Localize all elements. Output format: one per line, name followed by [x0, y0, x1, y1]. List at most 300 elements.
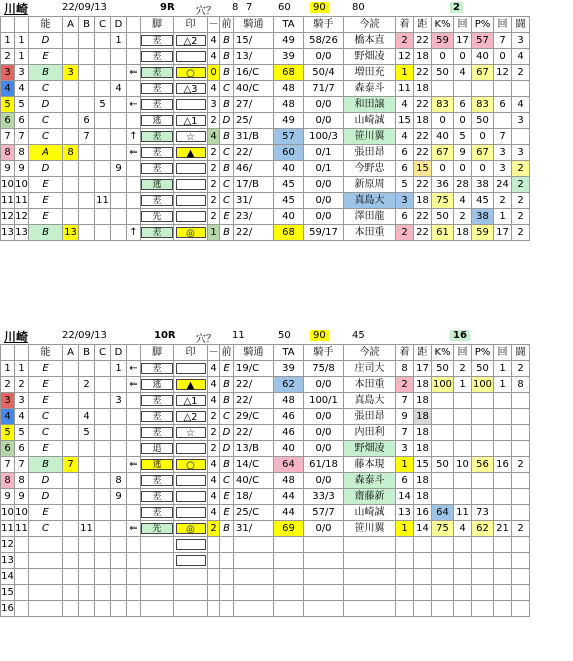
ta-score: [274, 569, 304, 585]
p-count: [494, 553, 512, 569]
p-count: 2: [494, 193, 512, 209]
k-percent: 40: [432, 129, 454, 145]
p-count: [494, 425, 512, 441]
jockey-record: [304, 601, 344, 617]
prediction-mark: [174, 113, 208, 129]
front-grade: E: [220, 489, 234, 505]
index-b: 11: [79, 521, 95, 537]
index-d: [111, 537, 127, 553]
jockey-record: 0/0: [304, 441, 344, 457]
jockey-pass: 40/C: [234, 473, 274, 489]
distance: 22: [414, 33, 432, 49]
distance: 18: [414, 393, 432, 409]
mark-box: [176, 507, 206, 518]
column-header: 能: [29, 17, 63, 33]
prediction-mark: [174, 225, 208, 241]
index-b: [79, 585, 95, 601]
fight-value: [512, 569, 530, 585]
trend-arrow: ↑: [127, 225, 141, 241]
header-row: [1, 345, 530, 361]
k-count: [454, 553, 472, 569]
mark-box: ▲: [176, 379, 206, 390]
p-count: 3: [494, 145, 512, 161]
gate-number: 9: [1, 489, 15, 505]
jockey-pass: 25/C: [234, 505, 274, 521]
p-percent: [472, 537, 494, 553]
table-row: [1, 569, 530, 585]
jockey-pass: 22/: [234, 393, 274, 409]
finish-position: 6: [396, 209, 414, 225]
index-c: [95, 601, 111, 617]
finish-position: 6: [396, 473, 414, 489]
horse-number: 9: [15, 161, 29, 177]
jockey-name: 内田利: [344, 425, 396, 441]
distance: 22: [414, 145, 432, 161]
k-percent: 83: [432, 97, 454, 113]
ta-score: 45: [274, 193, 304, 209]
running-style: [141, 585, 174, 601]
column-header: 距: [414, 17, 432, 33]
distance: 22: [414, 209, 432, 225]
index-c: 5: [95, 97, 111, 113]
index-a: [63, 409, 79, 425]
header-value-3: 50: [278, 330, 291, 341]
gate-number: 11: [1, 193, 15, 209]
column-header: 闘: [512, 345, 530, 361]
table-row: [1, 537, 530, 553]
finish-position: 4: [396, 97, 414, 113]
column-header: 印: [174, 345, 208, 361]
index-d: [111, 441, 127, 457]
ta-score: 40: [274, 441, 304, 457]
index-a: [63, 113, 79, 129]
jockey-name: [344, 585, 396, 601]
gate-number: 10: [1, 505, 15, 521]
finish-position: [396, 585, 414, 601]
index-b: [79, 361, 95, 377]
jockey-record: 57/7: [304, 505, 344, 521]
k-percent: 61: [432, 225, 454, 241]
header-arrow: [127, 345, 141, 361]
running-style-box: 先: [141, 211, 173, 222]
index-a: [63, 393, 79, 409]
index-b: 5: [79, 425, 95, 441]
index-b: 2: [79, 377, 95, 393]
running-style-box: 差: [141, 411, 173, 422]
distance: 18: [414, 409, 432, 425]
minus-value: 4: [208, 393, 220, 409]
p-percent: [472, 601, 494, 617]
gate-number: 12: [1, 537, 15, 553]
ability-grade: E: [29, 393, 63, 409]
table-row: [1, 209, 530, 225]
ta-score: 48: [274, 81, 304, 97]
minus-value: 2: [208, 113, 220, 129]
trend-arrow: [127, 601, 141, 617]
jockey-name: 本田重: [344, 225, 396, 241]
index-c: [95, 49, 111, 65]
horse-number: 1: [15, 361, 29, 377]
mark-box: ◎: [176, 227, 206, 238]
header-value-2: 7: [246, 2, 253, 13]
jockey-pass: 22/: [234, 425, 274, 441]
minus-value: 2: [208, 521, 220, 537]
trend-arrow: [127, 49, 141, 65]
index-b: [79, 145, 95, 161]
finish-position: 1: [396, 521, 414, 537]
running-style: [141, 601, 174, 617]
fight-value: [512, 81, 530, 97]
running-style: [141, 145, 174, 161]
p-percent: [472, 473, 494, 489]
race-table-10r: [0, 344, 530, 617]
table-row: [1, 361, 530, 377]
trend-arrow: [127, 161, 141, 177]
jockey-name: 真島大: [344, 193, 396, 209]
minus-value: 3: [208, 97, 220, 113]
front-grade: [220, 553, 234, 569]
index-c: [95, 553, 111, 569]
finish-position: 3: [396, 441, 414, 457]
minus-value: [208, 553, 220, 569]
index-d: 9: [111, 489, 127, 505]
p-percent: [472, 425, 494, 441]
index-a: [63, 537, 79, 553]
column-header: 騎手: [304, 345, 344, 361]
ability-grade: [29, 569, 63, 585]
index-b: [79, 97, 95, 113]
gate-number: 1: [1, 361, 15, 377]
finish-position: 2: [396, 33, 414, 49]
table-row: [1, 193, 530, 209]
fight-value: [512, 425, 530, 441]
index-d: [111, 521, 127, 537]
index-b: [79, 49, 95, 65]
k-count: 6: [454, 97, 472, 113]
trend-arrow: [127, 441, 141, 457]
distance: 18: [414, 193, 432, 209]
index-c: [95, 425, 111, 441]
prediction-mark: [174, 81, 208, 97]
jockey-name: 庄司大: [344, 361, 396, 377]
index-c: [95, 489, 111, 505]
index-d: [111, 65, 127, 81]
index-a: [63, 521, 79, 537]
gate-number: 3: [1, 393, 15, 409]
distance: 22: [414, 225, 432, 241]
column-header: 距: [414, 345, 432, 361]
k-percent: 50: [432, 209, 454, 225]
p-count: 21: [494, 521, 512, 537]
ability-grade: B: [29, 225, 63, 241]
jockey-name: 今野忠: [344, 161, 396, 177]
minus-value: 4: [208, 473, 220, 489]
finish-position: 8: [396, 361, 414, 377]
p-count: [494, 569, 512, 585]
running-style: [141, 441, 174, 457]
race-number: 9R: [160, 2, 175, 13]
ability-grade: C: [29, 425, 63, 441]
running-style-box: 差: [141, 491, 173, 502]
ta-score: 49: [274, 33, 304, 49]
p-percent: 67: [472, 145, 494, 161]
k-percent: 36: [432, 177, 454, 193]
column-header: 印: [174, 17, 208, 33]
gate-number: 16: [1, 601, 15, 617]
horse-number: [15, 569, 29, 585]
running-style-box: 差: [141, 51, 173, 62]
horse-number: 11: [15, 193, 29, 209]
ta-score: 49: [274, 113, 304, 129]
table-row: [1, 553, 530, 569]
front-grade: B: [220, 521, 234, 537]
prediction-mark: [174, 537, 208, 553]
jockey-record: 0/1: [304, 145, 344, 161]
jockey-pass: 25/: [234, 113, 274, 129]
jockey-record: 0/0: [304, 49, 344, 65]
jockey-record: 0/0: [304, 193, 344, 209]
ability-grade: [29, 553, 63, 569]
jockey-name: 真島大: [344, 393, 396, 409]
ta-score: 46: [274, 425, 304, 441]
index-b: [79, 457, 95, 473]
jockey-pass: 27/: [234, 97, 274, 113]
distance: 14: [414, 521, 432, 537]
minus-value: 2: [208, 209, 220, 225]
index-d: [111, 225, 127, 241]
index-a: [63, 177, 79, 193]
running-style-box: 差: [141, 427, 173, 438]
ta-score: [274, 537, 304, 553]
index-a: [63, 441, 79, 457]
index-d: [111, 569, 127, 585]
jockey-record: 0/1: [304, 161, 344, 177]
prediction-mark: [174, 209, 208, 225]
finish-position: 9: [396, 409, 414, 425]
mark-box: △1: [176, 115, 206, 126]
ability-grade: E: [29, 193, 63, 209]
gate-number: 8: [1, 145, 15, 161]
jockey-record: 0/0: [304, 209, 344, 225]
ability-grade: E: [29, 49, 63, 65]
minus-value: 2: [208, 193, 220, 209]
index-c: [95, 129, 111, 145]
gate-number: 15: [1, 585, 15, 601]
jockey-pass: 22/: [234, 145, 274, 161]
p-count: 1: [494, 377, 512, 393]
prediction-mark: [174, 361, 208, 377]
mark-box: ☆: [176, 427, 206, 438]
horse-number: 3: [15, 65, 29, 81]
running-style: [141, 473, 174, 489]
k-percent: [432, 393, 454, 409]
index-b: [79, 81, 95, 97]
k-percent: 50: [432, 65, 454, 81]
running-style: [141, 553, 174, 569]
running-style: [141, 361, 174, 377]
ta-score: [274, 601, 304, 617]
p-percent: [472, 441, 494, 457]
ability-grade: D: [29, 97, 63, 113]
column-header: 回: [494, 17, 512, 33]
jockey-pass: [234, 537, 274, 553]
jockey-name: [344, 537, 396, 553]
column-header: TA: [274, 17, 304, 33]
header-value-4: 90: [310, 330, 329, 341]
table-row: [1, 65, 530, 81]
column-header: 騎通: [234, 17, 274, 33]
front-grade: C: [220, 409, 234, 425]
k-count: [454, 569, 472, 585]
distance: 18: [414, 473, 432, 489]
column-header: 回: [454, 17, 472, 33]
index-c: [95, 521, 111, 537]
date-label: 22/09/13: [62, 330, 107, 341]
table-row: [1, 505, 530, 521]
table-row: [1, 33, 530, 49]
header-num: [15, 345, 29, 361]
minus-value: 2: [208, 161, 220, 177]
fight-value: 2: [512, 209, 530, 225]
jockey-name: 笹川翼: [344, 129, 396, 145]
p-count: 24: [494, 177, 512, 193]
running-style: [141, 129, 174, 145]
horse-number: 10: [15, 505, 29, 521]
gate-number: 3: [1, 65, 15, 81]
gate-number: 9: [1, 161, 15, 177]
running-style-box: 逃: [141, 379, 173, 390]
trend-arrow: ⇐: [127, 145, 141, 161]
distance: 22: [414, 65, 432, 81]
index-d: [111, 193, 127, 209]
distance: 17: [414, 361, 432, 377]
index-c: [95, 393, 111, 409]
p-percent: 56: [472, 457, 494, 473]
prediction-mark: [174, 161, 208, 177]
ta-score: 48: [274, 97, 304, 113]
ta-score: 69: [274, 521, 304, 537]
prediction-mark: [174, 97, 208, 113]
p-percent: 50: [472, 361, 494, 377]
mark-box: [176, 491, 206, 502]
jockey-name: 和田譲: [344, 97, 396, 113]
column-header: 今読: [344, 17, 396, 33]
running-style: [141, 209, 174, 225]
trend-arrow: [127, 569, 141, 585]
ability-grade: [29, 537, 63, 553]
front-grade: D: [220, 425, 234, 441]
jockey-name: 森泰斗: [344, 473, 396, 489]
fight-value: [512, 129, 530, 145]
minus-value: 2: [208, 145, 220, 161]
jockey-record: 0/0: [304, 377, 344, 393]
ability-grade: C: [29, 129, 63, 145]
trend-arrow: [127, 425, 141, 441]
jockey-name: 橋本直: [344, 33, 396, 49]
trend-arrow: [127, 505, 141, 521]
k-count: 5: [454, 129, 472, 145]
mark-box: △2: [176, 35, 206, 46]
p-percent: 57: [472, 33, 494, 49]
header-value-6: 2: [450, 2, 463, 13]
ability-grade: B: [29, 65, 63, 81]
table-row: [1, 409, 530, 425]
minus-value: 4: [208, 457, 220, 473]
index-a: [63, 489, 79, 505]
horse-number: 6: [15, 113, 29, 129]
k-count: 9: [454, 145, 472, 161]
index-d: [111, 145, 127, 161]
k-percent: [432, 425, 454, 441]
gate-number: 12: [1, 209, 15, 225]
jockey-pass: 31/: [234, 521, 274, 537]
minus-value: [208, 601, 220, 617]
ta-score: [274, 585, 304, 601]
jockey-pass: [234, 601, 274, 617]
finish-position: 6: [396, 161, 414, 177]
column-header: C: [95, 17, 111, 33]
fight-value: 3: [512, 33, 530, 49]
running-style: [141, 505, 174, 521]
prediction-mark: [174, 129, 208, 145]
running-style: [141, 569, 174, 585]
running-style: [141, 97, 174, 113]
k-count: 18: [454, 225, 472, 241]
index-d: [111, 377, 127, 393]
front-grade: E: [220, 361, 234, 377]
p-count: 16: [494, 457, 512, 473]
front-grade: B: [220, 65, 234, 81]
gate-number: 10: [1, 177, 15, 193]
front-grade: E: [220, 505, 234, 521]
table-row: [1, 81, 530, 97]
ta-score: 57: [274, 129, 304, 145]
index-a: [63, 81, 79, 97]
jockey-name: [344, 601, 396, 617]
distance: 18: [414, 113, 432, 129]
index-d: 4: [111, 81, 127, 97]
horse-number: 10: [15, 177, 29, 193]
trend-arrow: ←: [127, 97, 141, 113]
prediction-mark: [174, 65, 208, 81]
k-count: [454, 473, 472, 489]
k-count: 0: [454, 161, 472, 177]
distance: 18: [414, 81, 432, 97]
gate-number: 6: [1, 113, 15, 129]
index-d: [111, 97, 127, 113]
trend-arrow: [127, 393, 141, 409]
index-b: [79, 393, 95, 409]
table-row: [1, 489, 530, 505]
fight-value: 4: [512, 49, 530, 65]
index-d: 3: [111, 393, 127, 409]
distance: 15: [414, 161, 432, 177]
index-c: [95, 225, 111, 241]
running-style-box: 差: [141, 195, 173, 206]
front-grade: D: [220, 441, 234, 457]
prediction-mark: [174, 473, 208, 489]
jockey-record: 50/4: [304, 65, 344, 81]
front-grade: B: [220, 49, 234, 65]
table-row: [1, 393, 530, 409]
p-count: 7: [494, 129, 512, 145]
running-style-box: 差: [141, 163, 173, 174]
trend-arrow: [127, 585, 141, 601]
p-count: [494, 409, 512, 425]
horse-number: 12: [15, 209, 29, 225]
ta-score: 40: [274, 209, 304, 225]
table-row: [1, 129, 530, 145]
